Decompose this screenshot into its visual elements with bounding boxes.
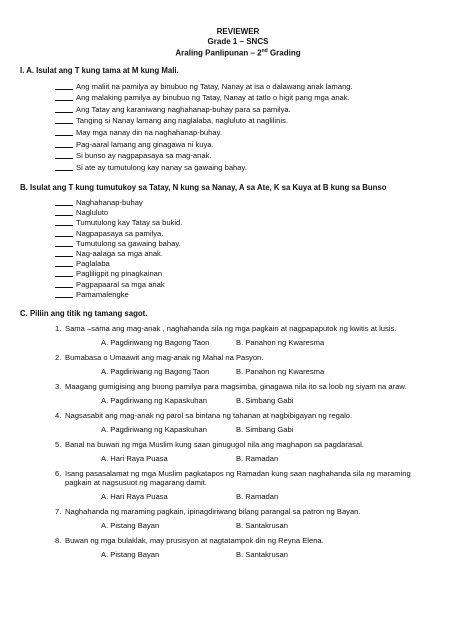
answer-blank[interactable] bbox=[55, 112, 73, 113]
choice-a[interactable]: A. Pistang Bayan bbox=[101, 521, 160, 531]
question-block bbox=[20, 382, 456, 406]
choices bbox=[20, 367, 456, 376]
question-number: 1. bbox=[55, 323, 62, 333]
section-b-title: B. Isulat ang T kung tumutukoy sa Tatay, N kung sa Nanay, A sa Ate, K sa Kuya at B kung sa Bunso bbox=[20, 183, 387, 193]
item-text: Pagpapaaral sa mga anak bbox=[76, 279, 165, 289]
question-text: Bumabasa o Umaawit ang mag-anak ng Mahal na Pasyon. bbox=[65, 352, 264, 362]
item-text: Ang malaking pamilya ay binubuo ng Tatay, Nanay at tatlo o higit pang mga anak. bbox=[76, 93, 350, 103]
answer-blank[interactable] bbox=[55, 297, 73, 298]
list-item bbox=[20, 290, 456, 300]
list-item bbox=[20, 105, 456, 117]
choices bbox=[20, 396, 456, 405]
question bbox=[20, 440, 456, 449]
question-text: Naghahanda ng maraming pagkain, ipinagdiriwang bilang parangal sa patron ng Bayan. bbox=[65, 506, 361, 516]
item-text: Ang Tatay ang karaniwang naghahanap-buhay para sa pamilya. bbox=[76, 104, 291, 114]
answer-blank[interactable] bbox=[55, 215, 73, 216]
item-text: Tumutulong kay Tatay sa bukid. bbox=[76, 218, 183, 228]
question-text: Sama –sama ang mag-anak , naghahanda sila ng mga pagkain at nagpapaputok ng kwitis at lusis. bbox=[65, 323, 397, 333]
list-item bbox=[20, 259, 456, 269]
choices bbox=[20, 454, 456, 463]
question bbox=[20, 536, 456, 545]
question-block bbox=[20, 536, 456, 560]
answer-blank[interactable] bbox=[55, 256, 73, 257]
choice-b[interactable]: B. Ramadan bbox=[236, 454, 279, 464]
choice-b[interactable]: B. Ramadan bbox=[236, 492, 279, 502]
question-block bbox=[20, 507, 456, 531]
choices bbox=[20, 492, 456, 501]
item-text: Nagpapasaya sa pamilya. bbox=[76, 228, 164, 238]
choice-a[interactable]: A. Pagdiriwang ng Bagong Taon bbox=[101, 338, 210, 348]
item-text: Nagluluto bbox=[76, 208, 109, 218]
question bbox=[20, 411, 456, 420]
question-number: 6. bbox=[55, 468, 62, 478]
question-text: Banal na buwan ng mga Muslim kung saan ginugugol nila ang maghapon sa pagdarasal. bbox=[65, 439, 364, 449]
list-item bbox=[20, 239, 456, 249]
section-b-list bbox=[20, 198, 456, 300]
answer-blank[interactable] bbox=[55, 266, 73, 267]
question bbox=[20, 469, 456, 488]
list-item bbox=[20, 280, 456, 290]
item-text: Si bunso ay nagpapasaya sa mag-anak. bbox=[76, 151, 212, 161]
question bbox=[20, 382, 456, 391]
list-item bbox=[20, 218, 456, 228]
list-item bbox=[20, 93, 456, 105]
answer-blank[interactable] bbox=[55, 100, 73, 101]
list-item bbox=[20, 269, 456, 279]
answer-blank[interactable] bbox=[55, 135, 73, 136]
section-a-list bbox=[20, 82, 456, 175]
answer-blank[interactable] bbox=[55, 170, 73, 171]
choice-a[interactable]: A. Hari Raya Puasa bbox=[101, 492, 168, 502]
answer-blank[interactable] bbox=[55, 205, 73, 206]
item-text: Pagliligpit ng pinagkainan bbox=[76, 269, 163, 279]
answer-blank[interactable] bbox=[55, 287, 73, 288]
question-text: Isang pasasalamat ng mga Muslim pagkatapos ng Ramadan kung saan naghahanda sila ng maraming pagkain at nagsusuot ng magarang damit. bbox=[65, 468, 411, 487]
header-grade: Grade 1 – SNCS bbox=[207, 37, 269, 47]
item-text: May mga nanay din na naghahanap-buhay. bbox=[76, 127, 222, 137]
item-text: Pamamalengke bbox=[76, 289, 129, 299]
choice-a[interactable]: A. Pagdiriwang ng Bagong Taon bbox=[101, 367, 210, 377]
question-number: 5. bbox=[55, 439, 62, 449]
list-item bbox=[20, 116, 456, 128]
item-text: Naghahanap-buhay bbox=[76, 198, 143, 208]
header-subject-prefix: Araling Panlipunan – 2 bbox=[175, 48, 262, 58]
header-title: REVIEWER bbox=[216, 27, 260, 36]
item-text: Nag-aalaga sa mga anak. bbox=[76, 248, 163, 258]
answer-blank[interactable] bbox=[55, 276, 73, 277]
item-text: Tanging si Nanay lamang ang naglalaba, nagluluto at naglilinis. bbox=[76, 116, 288, 126]
choice-b[interactable]: B. Panahon ng Kwaresma bbox=[236, 367, 325, 377]
section-c-questions bbox=[20, 324, 456, 560]
choices bbox=[20, 550, 456, 559]
item-text: Si ate ay tumutulong kay nanay sa gawaing bahay. bbox=[76, 162, 247, 172]
answer-blank[interactable] bbox=[55, 225, 73, 226]
document-header bbox=[20, 27, 456, 59]
list-item bbox=[20, 151, 456, 163]
choice-b[interactable]: B. Simbang Gabi bbox=[236, 396, 294, 406]
answer-blank[interactable] bbox=[55, 246, 73, 247]
choice-b[interactable]: B. Panahon ng Kwaresma bbox=[236, 338, 325, 348]
choice-a[interactable]: A. Pistang Bayan bbox=[101, 550, 160, 560]
question-number: 7. bbox=[55, 506, 62, 516]
list-item bbox=[20, 208, 456, 218]
item-text: Ang maliit na pamilya ay binubuo ng Tatay, Nanay at isa o dalawang anak lamang. bbox=[76, 81, 353, 91]
item-text: Tumutulong sa gawaing bahay. bbox=[76, 238, 181, 248]
answer-blank[interactable] bbox=[55, 236, 73, 237]
answer-blank[interactable] bbox=[55, 147, 73, 148]
question-number: 3. bbox=[55, 381, 62, 391]
list-item bbox=[20, 140, 456, 152]
question-text: Nagsasabit ang mag-anak ng parol sa bintana ng tahanan at nagbibigayan ng regalo. bbox=[65, 410, 353, 420]
choice-b[interactable]: B. Santakrusan bbox=[236, 550, 288, 560]
list-item bbox=[20, 198, 456, 208]
question-number: 2. bbox=[55, 352, 62, 362]
question bbox=[20, 324, 456, 333]
choice-b[interactable]: B. Simbang Gabi bbox=[236, 425, 294, 435]
question bbox=[20, 507, 456, 516]
question-text: Buwan ng mga bulaklak, may prusisyon at nagtatampok din ng Reyna Elena. bbox=[65, 535, 324, 545]
list-item bbox=[20, 82, 456, 94]
item-text: Paglalaba bbox=[76, 259, 110, 269]
question-block bbox=[20, 353, 456, 377]
header-subject-suffix: Grading bbox=[267, 48, 301, 58]
question-block bbox=[20, 324, 456, 348]
choice-a[interactable]: A. Pagdiriwang ng Kapaskuhan bbox=[101, 425, 207, 435]
question-text: Maagang gumigising ang buong pamilya para magsimba, ginagawa nila ito sa loob ng siyam na araw. bbox=[65, 381, 407, 391]
choice-a[interactable]: A. Pagdiriwang ng Kapaskuhan bbox=[101, 396, 207, 406]
header-subject bbox=[20, 48, 456, 59]
choices bbox=[20, 521, 456, 530]
choices bbox=[20, 425, 456, 434]
question-number: 8. bbox=[55, 535, 62, 545]
answer-blank[interactable] bbox=[55, 89, 73, 90]
choice-b[interactable]: B. Santakrusan bbox=[236, 521, 288, 531]
list-item bbox=[20, 128, 456, 140]
list-item bbox=[20, 249, 456, 259]
answer-blank[interactable] bbox=[55, 158, 73, 159]
question-block bbox=[20, 469, 456, 502]
item-text: Pag-aaral lamang ang ginagawa ni kuya. bbox=[76, 139, 214, 149]
question-block bbox=[20, 440, 456, 464]
choice-a[interactable]: A. Hari Raya Puasa bbox=[101, 454, 168, 464]
section-c-title: C. Piliin ang titik ng tamang sagot. bbox=[20, 308, 148, 318]
header-subject-sup: nd bbox=[261, 47, 268, 54]
question-number: 4. bbox=[55, 410, 62, 420]
answer-blank[interactable] bbox=[55, 123, 73, 124]
question-block bbox=[20, 411, 456, 435]
list-item bbox=[20, 163, 456, 175]
list-item bbox=[20, 229, 456, 239]
choices bbox=[20, 338, 456, 347]
question bbox=[20, 353, 456, 362]
section-a-title: I. A. Isulat ang T kung tama at M kung Mali. bbox=[20, 65, 179, 75]
